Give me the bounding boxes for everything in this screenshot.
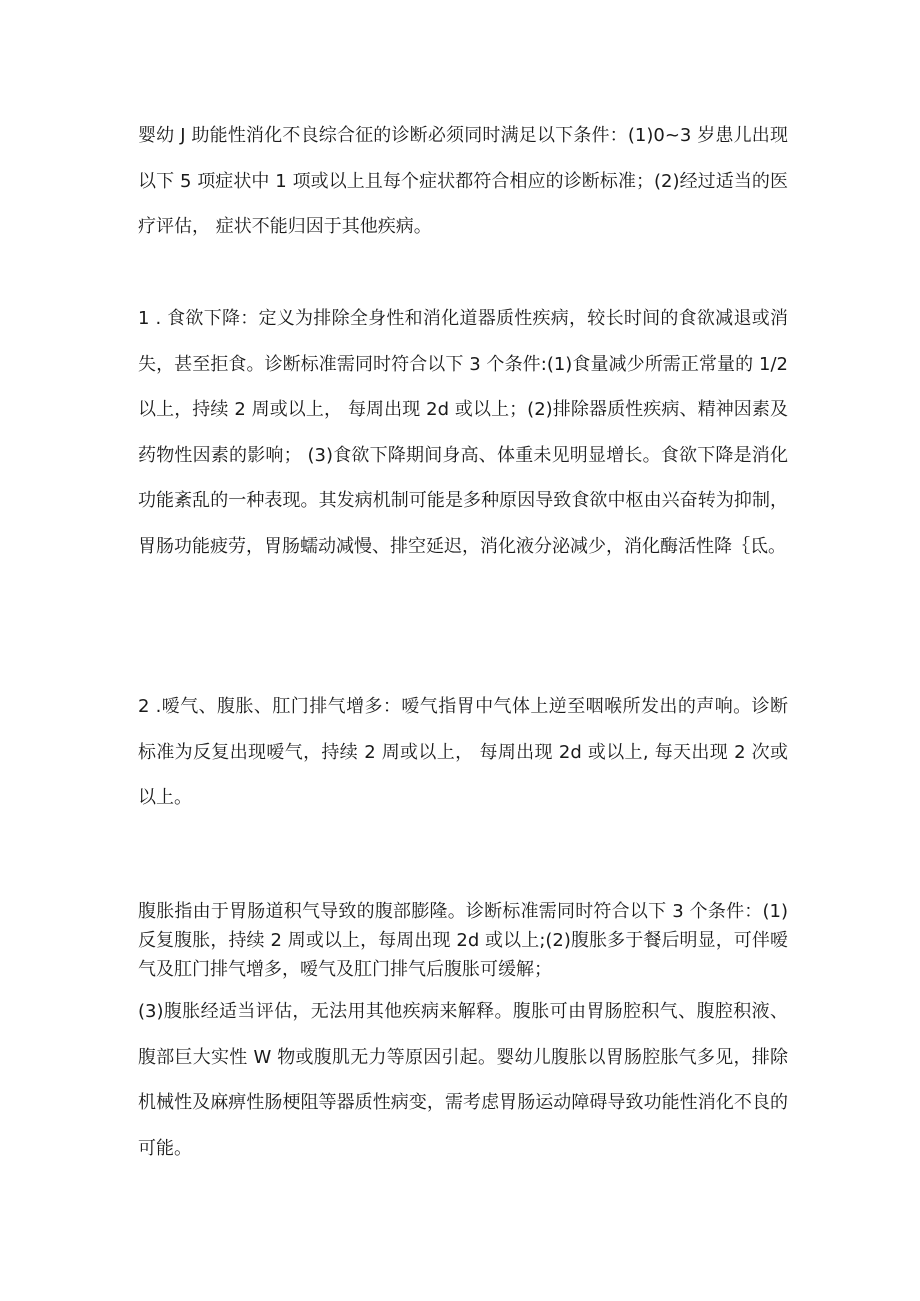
- paragraph-bloating: 腹胀指由于胃肠道积气导致的腹部膨隆。诊断标准需同时符合以下 3 个条件：(1)反复腹胀，持续 2 周或以上，每周出现 2d 或以上;(2)腹胀多于餐后明显，可伴嗳气及肛门排气增多，嗳气及肛门排气后腹胀可缓解；: [138, 901, 788, 980]
- paragraph-belching: 2 .嗳气、腹胀、肛门排气增多：嗳气指胃中气体上逆至咽喉所发出的声响。诊断标准为反复出现嗳气，持续 2 周或以上， 每周出现 2d 或以上, 每天出现 2 次或以上。: [138, 696, 788, 808]
- paragraph-appetite-loss: 1 . 食欲下降：定义为排除全身性和消化道器质性疾病，较长时间的食欲减退或消失，甚至拒食。诊断标准需同时符合以下 3 个条件:(1)食量减少所需正常量的 1/2 以上，持续 2 周或以上， 每周出现 2d 或以上；(2)排除器质性疾病、精神因素及药物性因素的影响； (3)食欲下降期间身高、体重未见明显增长。食欲下降是消化功能紊乱的一种表现。其发病机制可能是多种原因导致食欲中枢由兴奋转为抑制，胃肠功能疲劳，胃肠蠕动减慢、排空延迟，消化液分泌减少，消化酶活性降｛氐。: [138, 308, 788, 557]
- paragraph-diagnosis-criteria: 婴幼 J 助能性消化不良综合征的诊断必须同时满足以下条件：(1)0~3 岁患儿出现以下 5 项症状中 1 项或以上且每个症状都符合相应的诊断标准；(2)经过适当的医疗评估， 症状不能归因于其他疾病。: [138, 125, 788, 237]
- paragraph-bloating-evaluation: (3)腹胀经适当评估，无法用其他疾病来解释。腹胀可由胃肠腔积气、腹腔积液、腹部巨大实性 W 物或腹肌无力等原因引起。婴幼儿腹胀以胃肠腔胀气多见，排除机械性及麻痹性肠梗阻等器质性病变，需考虑胃肠运动障碍导致功能性消化不良的可能。: [138, 1001, 788, 1159]
